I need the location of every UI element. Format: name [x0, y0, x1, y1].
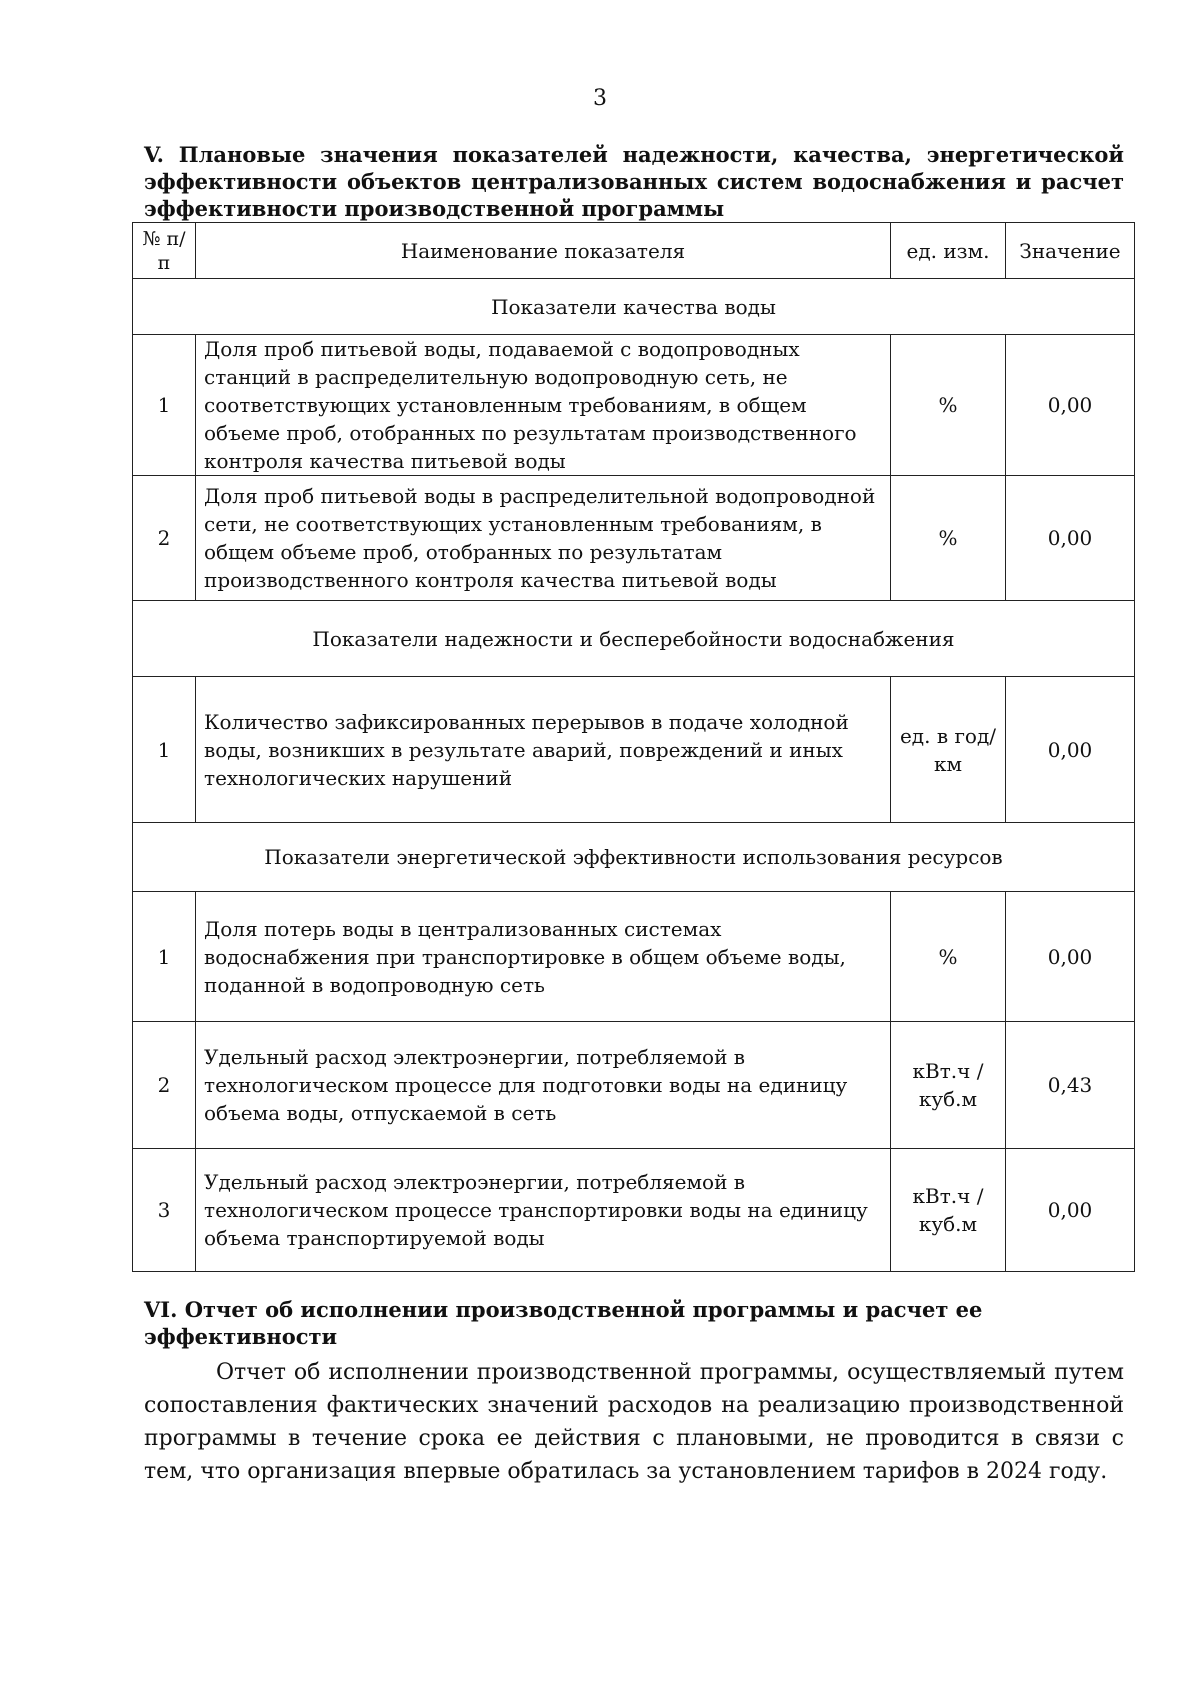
group-row — [133, 279, 1135, 335]
table-row — [133, 1149, 1135, 1272]
row-num: 1 — [133, 677, 196, 823]
row-unit: кВт.ч / куб.м — [891, 1022, 1006, 1149]
row-value: 0,00 — [1006, 892, 1135, 1022]
row-name: Доля проб питьевой воды, подаваемой с водопроводных станций в распределительную водопроводную сеть, не соответствующих установленным требованиям, в общем объеме проб, отобранных по результатам производственного контроля качества питьевой воды — [196, 335, 891, 476]
table-row — [133, 476, 1135, 601]
row-value: 0,43 — [1006, 1022, 1135, 1149]
row-unit: % — [891, 892, 1006, 1022]
row-unit: кВт.ч / куб.м — [891, 1149, 1006, 1272]
group-row — [133, 823, 1135, 892]
page-number: 3 — [593, 86, 607, 111]
row-value: 0,00 — [1006, 335, 1135, 476]
header-value: Значение — [1006, 223, 1135, 279]
header-num: № п/п — [133, 223, 196, 279]
row-num: 3 — [133, 1149, 196, 1272]
table-header-row — [133, 223, 1135, 279]
header-name: Наименование показателя — [196, 223, 891, 279]
row-value: 0,00 — [1006, 1149, 1135, 1272]
group-title: Показатели надежности и бесперебойности водоснабжения — [133, 601, 1135, 677]
group-title: Показатели качества воды — [133, 279, 1135, 335]
group-row — [133, 601, 1135, 677]
report-paragraph: Отчет об исполнении производственной программы, осуществляемый путем сопоставления фактических значений расходов на реализацию производственной программы в течение срока ее действия с плановыми, не проводится в связи с тем, что организация впервые обратилась за установлением тарифов в 2024 году. — [144, 1360, 1124, 1484]
row-name: Удельный расход электроэнергии, потребляемой в технологическом процессе для подготовки воды на единицу объема воды, отпускаемой в сеть — [196, 1022, 891, 1149]
row-num: 2 — [133, 476, 196, 601]
header-unit: ед. изм. — [891, 223, 1006, 279]
row-name: Доля потерь воды в централизованных системах водоснабжения при транспортировке в общем объеме воды, поданной в водопроводную сеть — [196, 892, 891, 1022]
row-name: Доля проб питьевой воды в распределительной водопроводной сети, не соответствующих установленным требованиям, в общем объеме проб, отобранных по результатам производственного контроля качества питьевой воды — [196, 476, 891, 601]
table-row — [133, 335, 1135, 476]
row-unit: % — [891, 335, 1006, 476]
row-num: 2 — [133, 1022, 196, 1149]
row-unit: % — [891, 476, 1006, 601]
row-value: 0,00 — [1006, 677, 1135, 823]
table-row — [133, 892, 1135, 1022]
row-unit: ед. в год/ км — [891, 677, 1006, 823]
section-5-heading: V. Плановые значения показателей надежности, качества, энергетической эффективности объектов централизованных систем водоснабжения и расчет эффективности производственной программы — [144, 142, 1124, 221]
row-num: 1 — [133, 335, 196, 476]
table-row — [133, 1022, 1135, 1149]
table-row — [133, 677, 1135, 823]
row-value: 0,00 — [1006, 476, 1135, 601]
row-name: Количество зафиксированных перерывов в подаче холодной воды, возникших в результате аварий, повреждений и иных технологических нарушений — [196, 677, 891, 823]
row-name: Удельный расход электроэнергии, потребляемой в технологическом процессе транспортировки воды на единицу объема транспортируемой воды — [196, 1149, 891, 1272]
section-6-heading: VI. Отчет об исполнении производственной программы и расчет ее эффективности — [144, 1297, 983, 1349]
indicators-table — [132, 222, 1135, 1272]
group-title: Показатели энергетической эффективности использования ресурсов — [133, 823, 1135, 892]
row-num: 1 — [133, 892, 196, 1022]
